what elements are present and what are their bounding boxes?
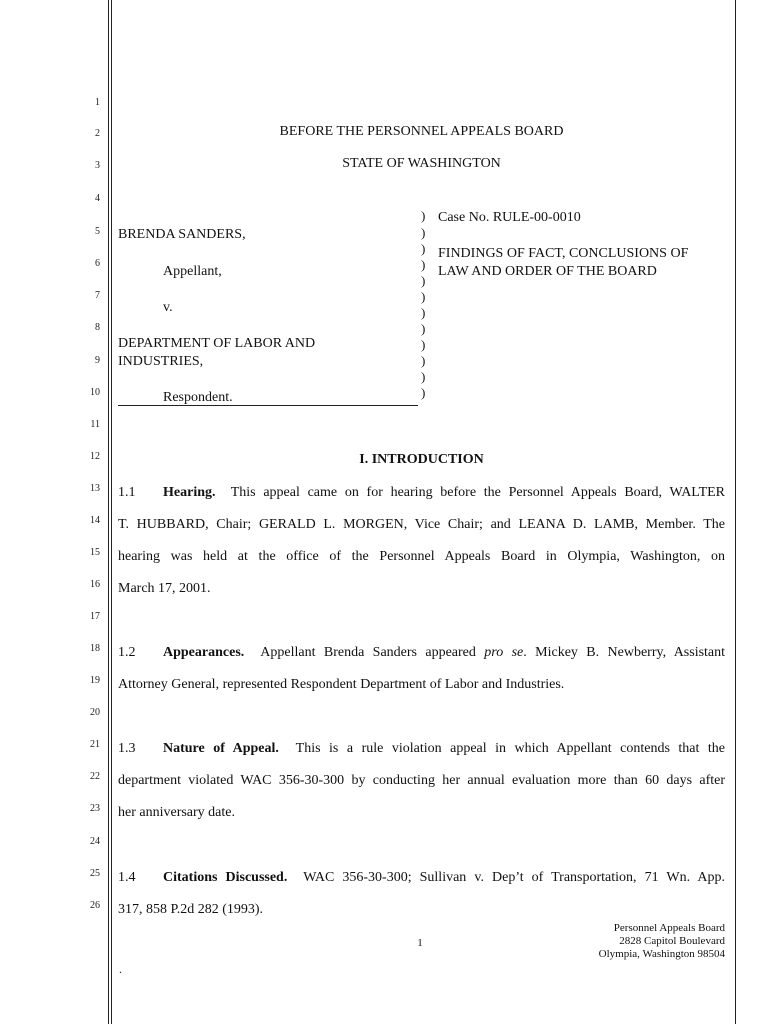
appellant-name: BRENDA SANDERS, bbox=[118, 227, 246, 242]
footer-address-line1: Personnel Appeals Board bbox=[613, 922, 725, 934]
section-heading: I. INTRODUCTION bbox=[359, 452, 484, 467]
paragraph-number: 1.2 bbox=[118, 645, 136, 660]
document-title-line1: FINDINGS OF FACT, CONCLUSIONS OF bbox=[438, 246, 689, 261]
paragraph-1-3-line3: her anniversary date. bbox=[118, 805, 235, 820]
paragraph-1-1-line2: T. HUBBARD, Chair; GERALD L. MORGEN, Vice Chair; and LEANA D. LAMB, Member. The bbox=[118, 517, 725, 532]
line-number: 13 bbox=[90, 483, 100, 494]
line-number: 8 bbox=[95, 322, 100, 333]
paragraph-1-1-line4: March 17, 2001. bbox=[118, 581, 211, 596]
paren: ) bbox=[421, 257, 426, 272]
paragraph-1-2-line1 bbox=[118, 645, 725, 661]
paragraph-text: This is a rule violation appeal in which Appellant contends that the bbox=[295, 741, 725, 756]
caption-underline bbox=[118, 405, 418, 406]
line-number: 21 bbox=[90, 739, 100, 750]
line-number: 10 bbox=[90, 387, 100, 398]
line-number: 1 bbox=[95, 97, 100, 108]
paragraph-number: 1.1 bbox=[118, 485, 136, 500]
line-number: 5 bbox=[95, 226, 100, 237]
line-number: 18 bbox=[90, 643, 100, 654]
paragraph-heading: Citations Discussed. bbox=[163, 870, 288, 885]
paragraph-1-4-line2: 317, 858 P.2d 282 (1993). bbox=[118, 902, 264, 917]
paren: ) bbox=[421, 305, 426, 320]
line-number: 2 bbox=[95, 128, 100, 139]
state-title: STATE OF WASHINGTON bbox=[342, 156, 501, 171]
line-number: 3 bbox=[95, 160, 100, 171]
paragraph-text: This appeal came on for hearing before the Personnel Appeals Board, WALTER bbox=[230, 485, 726, 500]
paren: ) bbox=[421, 273, 426, 288]
paragraph-1-3-line2: department violated WAC 356-30-300 by conducting her annual evaluation more than 60 days after bbox=[118, 773, 725, 788]
paren: ) bbox=[421, 369, 426, 384]
footer-dot: . bbox=[119, 962, 122, 976]
document-title-line2: LAW AND ORDER OF THE BOARD bbox=[438, 264, 657, 279]
line-number: 22 bbox=[90, 771, 100, 782]
paragraph-heading: Hearing. bbox=[163, 485, 216, 500]
versus: v. bbox=[163, 300, 173, 315]
line-number: 12 bbox=[90, 451, 100, 462]
line-number: 23 bbox=[90, 803, 100, 814]
line-number: 17 bbox=[90, 611, 100, 622]
line-number: 19 bbox=[90, 675, 100, 686]
paren: ) bbox=[421, 385, 426, 400]
paragraph-italic-text: pro se bbox=[484, 645, 524, 660]
case-number: Case No. RULE-00-0010 bbox=[438, 210, 581, 225]
paragraph-heading: Nature of Appeal. bbox=[163, 741, 279, 756]
board-title: BEFORE THE PERSONNEL APPEALS BOARD bbox=[279, 124, 564, 139]
paragraph-number: 1.3 bbox=[118, 741, 136, 756]
paragraph-1-1-line3: hearing was held at the office of the Personnel Appeals Board in Olympia, Washington, on bbox=[118, 549, 725, 564]
paren: ) bbox=[421, 337, 426, 352]
line-number: 4 bbox=[95, 193, 100, 204]
line-number: 25 bbox=[90, 868, 100, 879]
paragraph-1-3-line1 bbox=[118, 741, 725, 757]
paren: ) bbox=[421, 353, 426, 368]
line-number: 11 bbox=[90, 419, 100, 430]
paragraph-number: 1.4 bbox=[118, 870, 136, 885]
footer-address-line3: Olympia, Washington 98504 bbox=[598, 948, 725, 960]
paragraph-text: WAC 356-30-300; Sullivan v. Dep’t of Transportation, 71 Wn. App. bbox=[303, 870, 726, 885]
line-number: 14 bbox=[90, 515, 100, 526]
appellant-role: Appellant, bbox=[163, 264, 222, 279]
line-number: 16 bbox=[90, 579, 100, 590]
paren: ) bbox=[421, 321, 426, 336]
paragraph-text: Appellant Brenda Sanders appeared bbox=[260, 645, 476, 660]
paragraph-heading: Appearances. bbox=[163, 645, 245, 660]
left-margin-rule-outer bbox=[108, 0, 109, 1024]
paragraph-1-2-line2: Attorney General, represented Respondent Department of Labor and Industries. bbox=[118, 677, 565, 692]
left-margin-rule-inner bbox=[111, 0, 112, 1024]
line-number: 15 bbox=[90, 547, 100, 558]
paragraph-1-4-line1 bbox=[118, 870, 725, 886]
paren: ) bbox=[421, 208, 426, 223]
line-number: 9 bbox=[95, 355, 100, 366]
paren: ) bbox=[421, 225, 426, 240]
right-margin-rule bbox=[735, 0, 736, 1024]
paren: ) bbox=[421, 241, 426, 256]
paragraph-text: . Mickey B. Newberry, Assistant bbox=[523, 645, 726, 660]
line-number: 7 bbox=[95, 290, 100, 301]
line-number: 20 bbox=[90, 707, 100, 718]
footer-address-line2: 2828 Capitol Boulevard bbox=[619, 935, 725, 947]
respondent-name-line2: INDUSTRIES, bbox=[118, 354, 204, 369]
footer-address bbox=[599, 922, 725, 961]
line-number: 6 bbox=[95, 258, 100, 269]
paragraph-1-1-line1 bbox=[118, 485, 725, 501]
line-number: 26 bbox=[90, 900, 100, 911]
line-number: 24 bbox=[90, 836, 100, 847]
paren: ) bbox=[421, 289, 426, 304]
respondent-role: Respondent. bbox=[163, 390, 233, 405]
respondent-name-line1: DEPARTMENT OF LABOR AND bbox=[118, 336, 316, 351]
page-number: 1 bbox=[417, 937, 423, 949]
